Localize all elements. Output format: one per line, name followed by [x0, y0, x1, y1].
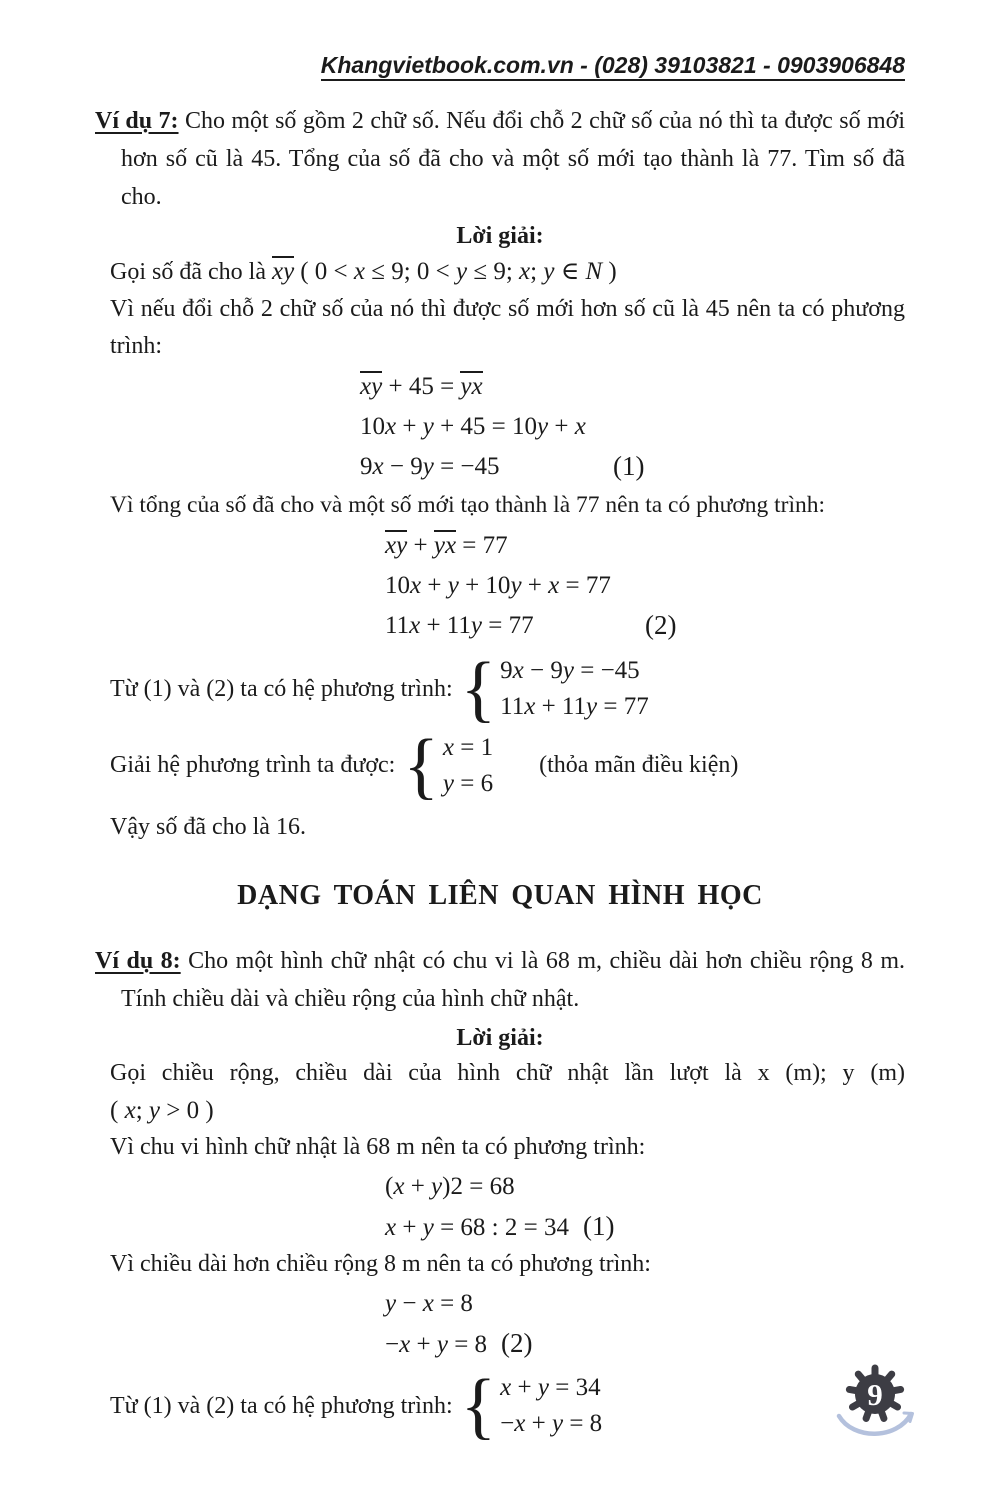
- example8-para-perimeter: Vì chu vi hình chữ nhật là 68 m nên ta có phương trình:: [110, 1134, 646, 1161]
- example8-system-row: [110, 1365, 905, 1448]
- equation: −x + y = 8: [385, 1331, 488, 1359]
- equation-row: [360, 367, 905, 407]
- page-number-badge: [813, 1352, 943, 1462]
- equation: 9x − 9y = −45: [360, 453, 500, 480]
- equation: 10x + y + 10y + x = 77: [385, 572, 611, 599]
- example8-text: Cho một hình chữ nhật có chu vi là 68 m, chiều dài hơn chiều rộng 8 m. Tính chiều dài và chiều rộng của hình chữ nhật.: [121, 948, 906, 1013]
- system-equation: −x + y = 8: [500, 1410, 603, 1438]
- section-heading-geometry: DẠNG TOÁN LIÊN QUAN HÌNH HỌC: [237, 880, 763, 912]
- system-equation: 11x + 11y = 77: [500, 693, 649, 721]
- page-content: [0, 50, 1000, 1448]
- example7-eq-block-77: [385, 526, 905, 646]
- page-header: [95, 50, 905, 80]
- example7-system-row: [110, 648, 905, 730]
- system-equation: y = 6: [442, 769, 494, 797]
- example7-given-line: [110, 253, 905, 291]
- system-equations: [500, 1374, 602, 1438]
- equation: 11x + 11y = 77: [385, 612, 534, 639]
- equation: y − x = 8: [385, 1290, 473, 1318]
- system-lead-text: Từ (1) và (2) ta có hệ phương trình:: [110, 1392, 453, 1419]
- system-equation: x = 1: [442, 733, 494, 761]
- equation: xy + yx = 77: [385, 532, 508, 559]
- system-brace: {: [403, 724, 439, 807]
- equation-row: [385, 1206, 905, 1246]
- system-equations: [500, 657, 649, 721]
- condition-note: (thỏa mãn điều kiện): [539, 752, 739, 779]
- equation-row: [360, 407, 905, 447]
- equation: xy + 45 = yx: [360, 373, 483, 400]
- example7-problem: [95, 102, 905, 216]
- example8-para-diff: Vì chiều dài hơn chiều rộng 8 m nên ta có phương trình:: [110, 1251, 651, 1278]
- example7-solution-heading: Lời giải:: [456, 223, 544, 249]
- example7-para-45: Vì nếu đổi chỗ 2 chữ số của nó thì được số mới hơn số cũ là 45 nên ta có phương trình:: [110, 296, 905, 359]
- arrow-arc-icon: [839, 1414, 911, 1434]
- system-lead-text: Từ (1) và (2) ta có hệ phương trình:: [110, 675, 453, 702]
- system-brace: {: [460, 648, 497, 730]
- system-brace: {: [460, 1365, 497, 1448]
- equation-label-2: (2): [501, 1328, 533, 1359]
- equation-row: [360, 447, 905, 487]
- page-number: 9: [867, 1377, 883, 1412]
- equation: x + y = 68 : 2 = 34: [385, 1214, 569, 1242]
- equation-row: [385, 1283, 905, 1323]
- equation-row: [385, 1166, 905, 1206]
- example8-solution-heading: Lời giải:: [456, 1025, 544, 1052]
- example7-eq-block-45: [360, 367, 905, 487]
- example8-problem: [95, 942, 905, 1018]
- example8-label: Ví dụ 8:: [95, 948, 181, 975]
- equation-label-2: (2): [645, 610, 677, 640]
- example8-given-condition: ( x; y > 0 ): [110, 1097, 214, 1125]
- solve-lead-text: Giải hệ phương trình ta được:: [110, 752, 396, 779]
- equation-label-1: (1): [613, 451, 645, 481]
- gear-icon: [849, 1368, 900, 1418]
- system-equation: x + y = 34: [500, 1374, 601, 1402]
- example8-given-line: Gọi chiều rộng, chiều dài của hình chữ nhật lần lượt là x (m); y (m): [110, 1060, 905, 1087]
- equation-label-1: (1): [582, 1211, 615, 1242]
- equation-row: [385, 606, 905, 646]
- system-equation: 9x − 9y = −45: [500, 657, 640, 685]
- equation-row: [385, 566, 905, 606]
- header-contact-text: Khangvietbook.com.vn - (028) 39103821 - 0903906848: [321, 52, 905, 81]
- example7-solve-row: [110, 724, 905, 807]
- example7-para-77: Vì tổng của số đã cho và một số mới tạo thành là 77 nên ta có phương trình:: [110, 492, 826, 518]
- given-lead-text: Gọi số đã cho là: [110, 259, 266, 285]
- example7-text: Cho một số gồm 2 chữ số. Nếu đổi chỗ 2 chữ số của nó thì ta được số mới hơn số cũ là 45. Tổng của số đã cho và một số mới tạo thành là 77. Tìm số đã cho.: [121, 108, 906, 210]
- solution-system-equations: [443, 734, 493, 798]
- example7-conclusion: Vậy số đã cho là 16.: [110, 814, 306, 841]
- equation-row: [385, 526, 905, 566]
- example7-label: Ví dụ 7:: [95, 108, 179, 134]
- equation: 10x + y + 45 = 10y + x: [360, 413, 586, 440]
- equation: (x + y)2 = 68: [385, 1173, 515, 1201]
- given-condition-math: ( 0 < x ≤ 9; 0 < y ≤ 9; x; y ∈ N ): [300, 258, 617, 285]
- given-number-math: xy: [271, 258, 295, 285]
